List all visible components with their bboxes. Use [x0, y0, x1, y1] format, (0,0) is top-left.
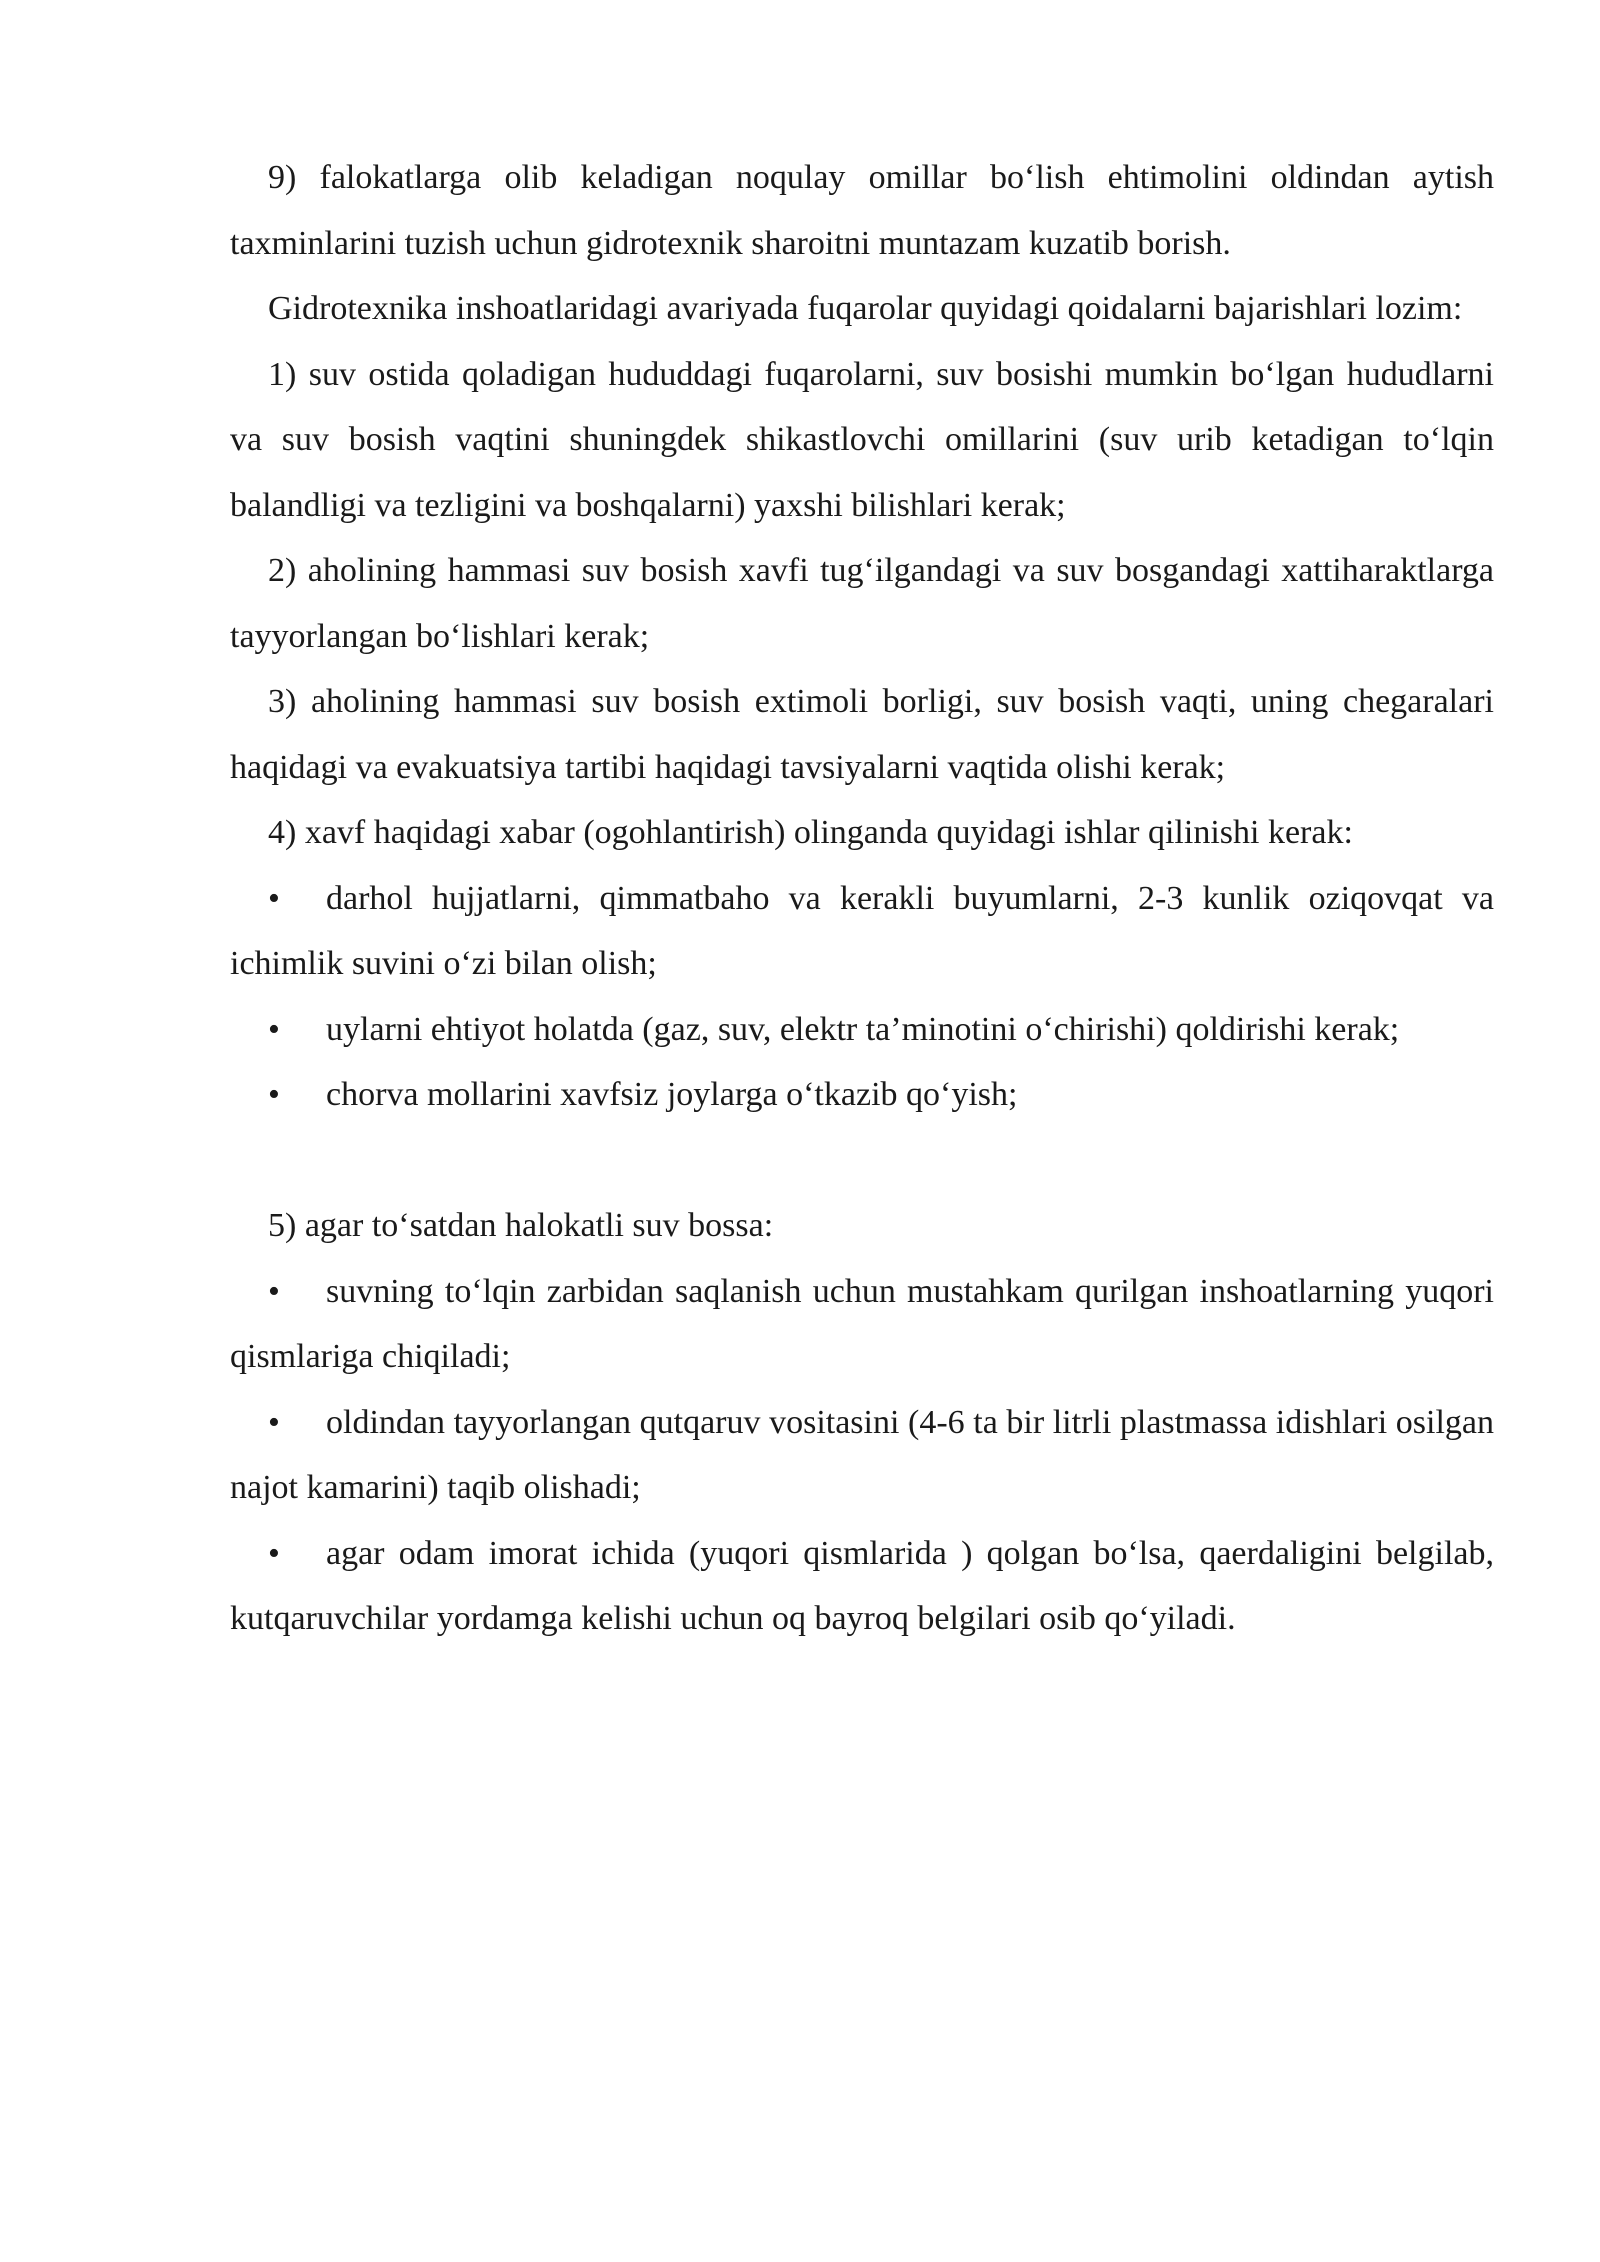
rule-item-5: 5) agar to‘satdan halokatli suv bossa: [268, 1207, 774, 1244]
bullet-item [230, 1521, 1494, 1652]
rule-item-4: 4) xavf haqidagi xabar (ogohlantirish) olinganda quyidagi ishlar qilinishi kerak: [268, 814, 1353, 851]
rule-item-1: 1) suv ostida qoladigan hududdagi fuqarolarni, suv bosishi mumkin bo‘lgan hududlarni va suv bosish vaqtini shuningdek shikastlovchi omillarini (suv urib ketadigan to‘lqin balandligi va tezligini va boshqalarni) yaxshi bilishlari kerak; [230, 355, 1494, 524]
bullet-icon: • [268, 1076, 280, 1113]
rule-item-3: 3) aholining hammasi suv bosish extimoli borligi, suv bosish vaqti, uning chegaralari haqidagi va evakuatsiya tartibi haqidagi tavsiyalarni vaqtida olishi kerak; [230, 683, 1494, 786]
bullet-text: uylarni ehtiyot holatda (gaz, suv, elektr ta’minotini o‘chirishi) qoldirishi kerak; [326, 1010, 1400, 1048]
bullet-item [230, 997, 1494, 1063]
bullet-item [230, 1062, 1494, 1128]
bullet-icon: • [268, 1010, 280, 1048]
bullet-item [230, 1259, 1494, 1390]
bullet-text: darhol hujjatlarni, qimmatbaho va kerakli buyumlarni, 2-3 kunlik oziqovqat va ichimlik suvini o‘zi bilan olish; [230, 879, 1494, 982]
bullet-icon: • [268, 879, 280, 917]
bullet-icon: • [268, 1534, 280, 1572]
bullet-icon: • [268, 1272, 280, 1310]
bullet-item [230, 1390, 1494, 1521]
bullet-text: suvning to‘lqin zarbidan saqlanish uchun mustahkam qurilgan inshoatlarning yuqori qismlariga chiqiladi; [230, 1272, 1494, 1375]
document-body [230, 145, 1494, 1652]
rule-item-2: 2) aholining hammasi suv bosish xavfi tug‘ilgandagi va suv bosgandagi xattiharaktlarga tayyorlangan bo‘lishlari kerak; [230, 552, 1494, 655]
paragraph-item-9: 9) falokatlarga olib keladigan noqulay omillar bo‘lish ehtimolini oldindan aytish taxminlarini tuzish uchun gidrotexnik sharoitni muntazam kuzatib borish. [230, 159, 1494, 262]
bullet-text: oldindan tayyorlangan qutqaruv vositasini (4-6 ta bir litrli plastmassa idishlari osilgan najot kamarini) taqib olishadi; [230, 1403, 1494, 1506]
bullet-text: chorva mollarini xavfsiz joylarga o‘tkazib qo‘yish; [326, 1076, 1018, 1113]
bullet-item [230, 866, 1494, 997]
paragraph-rules-intro: Gidrotexnika inshoatlaridagi avariyada fuqarolar quyidagi qoidalarni bajarishlari lozim: [268, 290, 1463, 327]
paragraph-gap [230, 1128, 1494, 1194]
bullet-icon: • [268, 1403, 280, 1441]
bullet-text: agar odam imorat ichida (yuqori qismlarida ) qolgan bo‘lsa, qaerdaligini belgilab, kutqaruvchilar yordamga kelishi uchun oq bayroq belgilari osib qo‘yiladi. [230, 1534, 1494, 1637]
